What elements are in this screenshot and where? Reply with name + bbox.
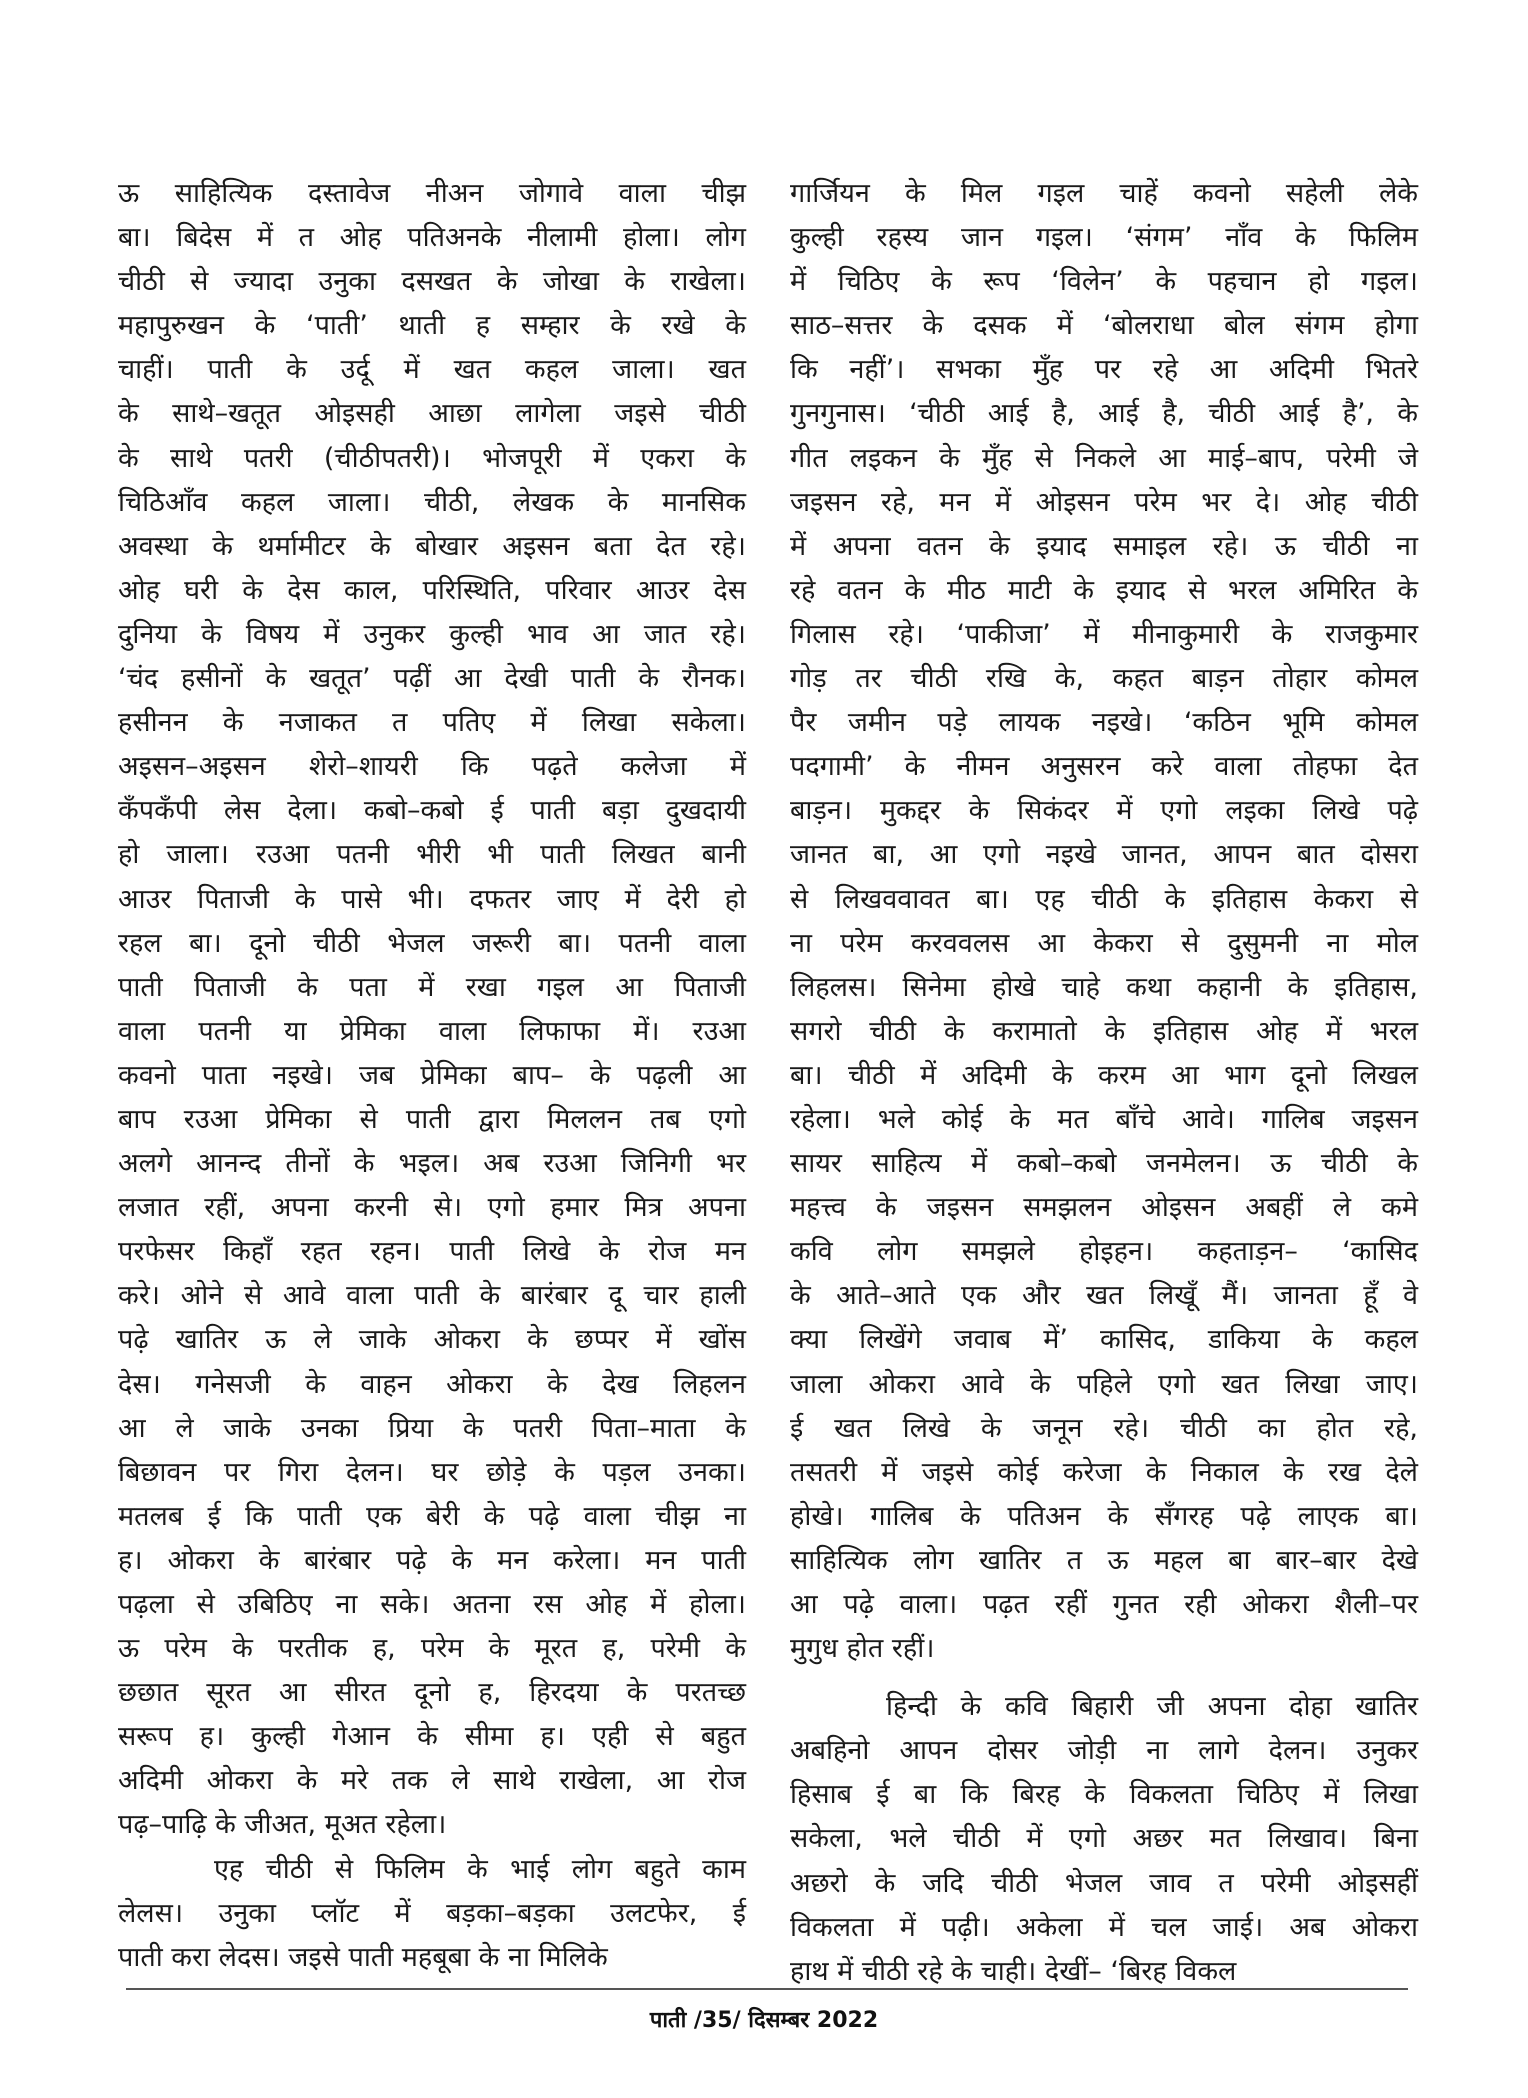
text-line: बाड़न। मुकद्दर के सिकंदर में एगो लइका लिखे पढ़े [790,795,1418,827]
text-line: विकलता में पढ़ी। अकेला में चल जाई। अब ओकरा [790,1911,1418,1943]
text-line: पैर जमीन पड़े लायक नइखे। ‘कठिन भूमि कोमल [790,707,1418,739]
text-line: रहल बा। दूनो चीठी भेजल जरूरी बा। पतनी वाला [118,927,746,959]
text-line: से लिखववावत बा। एह चीठी के इतिहास केकरा से [790,883,1418,915]
text-line: हो जाला। रउआ पतनी भीरी भी पाती लिखत बानी [118,839,746,871]
text-line: पढ़–पाढ़ि के जीअत, मूअत रहेला। [118,1809,447,1841]
text-line: कि नहीं’। सभका मुँह पर रहे आ अदिमी भितरे [790,354,1418,386]
text-line: पाती पिताजी के पता में रखा गइल आ पिताजी [118,971,746,1003]
text-line: अवस्था के थर्मामीटर के बोखार अइसन बता देत रहे। [118,530,746,562]
text-line: हिसाब ई बा कि बिरह के विकलता चिठिए में लिखा [790,1779,1418,1811]
text-line: कँपकँपी लेस देला। कबो–कबो ई पाती बड़ा दुखदायी [118,795,746,827]
text-line: मतलब ई कि पाती एक बेरी के पढ़े वाला चीझ ना [118,1500,746,1532]
text-line: लिहलस। सिनेमा होखे चाहे कथा कहानी के इतिहास, [790,971,1418,1003]
text-line: ‘चंद हसीनों के खतूत’ पढ़ीं आ देखी पाती के रौनक। [118,663,746,695]
text-line: आ पढ़े वाला। पढ़त रहीं गुनत रही ओकरा शैली–पर [790,1589,1418,1620]
right-column [790,172,1418,1994]
text-line: क्या लिखेंगे जवाब में’ कासिद, डाकिया के कहल [790,1324,1418,1356]
text-line: गार्जियन के मिल गइल चाहें कवनो सहेली लेके [790,178,1418,209]
text-line: ई खत लिखे के जनून रहे। चीठी का होत रहे, [790,1412,1418,1444]
text-line: रहेला। भले कोई के मत बाँचे आवे। गालिब जइसन [790,1103,1418,1135]
text-line: हाथ में चीठी रहे के चाही। देखीं– ‘बिरह विकल [790,1955,1237,1987]
text-line: गिलास रहे। ‘पाकीजा’ में मीनाकुमारी के राजकुमार [790,618,1418,650]
text-line: दुनिया के विषय में उनुकर कुल्ही भाव आ जात रहे। [118,618,746,650]
text-line: के साथे–खतूत ओइसही आछा लागेला जइसे चीठी [118,398,746,430]
text-line: ऊ परेम के परतीक ह, परेम के मूरत ह, परेमी के [118,1633,746,1665]
text-line: बा। चीठी में अदिमी के करम आ भाग दूनो लिखल [790,1059,1418,1091]
text-line: हसीनन के नजाकत त पतिए में लिखा सकेला। [118,707,746,739]
text-line: साठ–सत्तर के दसक में ‘बोलराधा बोल संगम होगा [790,310,1418,342]
text-line: साहित्यिक लोग खातिर त ऊ महल बा बार–बार देखे [790,1544,1418,1576]
text-line: कुल्ही रहस्य जान गइल। ‘संगम’ नाँव के फिलिम [790,222,1418,254]
text-line: के साथे पतरी (चीठीपतरी)। भोजपूरी में एकरा के [118,442,746,474]
text-line: सकेला, भले चीठी में एगो अछर मत लिखाव। बिना [790,1823,1418,1855]
text-line: में चिठिए के रूप ‘विलेन’ के पहचान हो गइल। [790,266,1418,298]
text-line: पदगामी’ के नीमन अनुसरन करे वाला तोहफा देत [790,751,1418,783]
text-line: मुगुध होत रहीं। [790,1633,935,1665]
text-line: वाला पतनी या प्रेमिका वाला लिफाफा में। रउआ [118,1015,746,1047]
text-line: रहे वतन के मीठ माटी के इयाद से भरल अमिरित के [790,574,1418,606]
text-line: चिठिआँव कहल जाला। चीठी, लेखक के मानसिक [118,486,746,518]
text-line: पढ़ला से उबिठिए ना सके। अतना रस ओह में होला। [118,1589,746,1620]
text-line: होखे। गालिब के पतिअन के सँगरह पढ़े लाएक बा। [790,1500,1418,1532]
text-line: गुनगुनास। ‘चीठी आई है, आई है, चीठी आई है’, के [790,398,1418,430]
text-line: सायर साहित्य में कबो–कबो जनमेलन। ऊ चीठी के [790,1148,1418,1180]
text-line: सगरो चीठी के करामातो के इतिहास ओह में भरल [790,1015,1418,1047]
text-line: में अपना वतन के इयाद समाइल रहे। ऊ चीठी ना [790,530,1418,562]
text-line: के आते–आते एक और खत लिखूँ मैं। जानता हूँ वे [790,1280,1418,1312]
page-footer: पाती /35/ दिसम्बर 2022 [649,2008,879,2033]
text-line: देस। गनेसजी के वाहन ओकरा के देख लिहलन [118,1368,746,1400]
text-line: करे। ओने से आवे वाला पाती के बारंबार दू चार हाली [118,1280,746,1312]
text-line: परफेसर किहाँ रहत रहन। पाती लिखे के रोज मन [118,1236,746,1268]
text-line: चाहीं। पाती के उर्दू में खत कहल जाला। खत [118,354,746,386]
text-line: आ ले जाके उनका प्रिया के पतरी पिता–माता के [118,1412,746,1444]
text-line: चीठी से ज्यादा उनुका दसखत के जोखा के राखेला। [118,266,746,298]
text-line: एह चीठी से फिलिम के भाई लोग बहुते काम [214,1853,746,1885]
text-line: महत्त्व के जइसन समझलन ओइसन अबहीं ले कमे [790,1192,1418,1224]
text-line: तसतरी में जइसे कोई करेजा के निकाल के रख देले [790,1456,1418,1488]
text-line: कवनो पाता नइखे। जब प्रेमिका बाप– के पढ़ली आ [118,1059,746,1091]
text-line: बाप रउआ प्रेमिका से पाती द्वारा मिललन तब एगो [118,1103,746,1135]
text-line: जाला ओकरा आवे के पहिले एगो खत लिखा जाए। [790,1368,1418,1400]
text-line: लजात रहीं, अपना करनी से। एगो हमार मित्र अपना [118,1192,746,1224]
text-line: बा। बिदेस में त ओह पतिअनके नीलामी होला। लोग [118,222,746,254]
text-line: महापुरुखन के ‘पाती’ थाती ह सम्हार के रखे के [118,310,746,342]
text-line: गोड़ तर चीठी रखि के, कहत बाड़न तोहार कोमल [790,663,1418,695]
text-line: ऊ साहित्यिक दस्तावेज नीअन जोगावे वाला चीझ [118,178,746,209]
text-line: पढ़े खातिर ऊ ले जाके ओकरा के छप्पर में खोंस [118,1324,746,1356]
text-line: ह। ओकरा के बारंबार पढ़े के मन करेला। मन पाती [118,1544,746,1576]
text-line: पाती करा लेदस। जइसे पाती महबूबा के ना मिलिके [118,1941,608,1973]
text-line: गीत लइकन के मुँह से निकले आ माई–बाप, परेमी जे [790,442,1418,474]
text-line: आउर पिताजी के पासे भी। दफतर जाए में देरी हो [118,883,746,915]
text-line: अइसन–अइसन शेरो–शायरी कि पढ़ते कलेजा में [118,751,746,783]
text-line: लेलस। उनुका प्लॉट में बड़का–बड़का उलटफेर, ई [118,1897,746,1929]
text-line: अछरो के जदि चीठी भेजल जाव त परेमी ओइसहीं [790,1867,1418,1899]
text-line: सरूप ह। कुल्ही गेआन के सीमा ह। एही से बहुत [118,1721,746,1753]
text-line: ओह घरी के देस काल, परिस्थिति, परिवार आउर देस [118,574,746,606]
text-line: अलगे आनन्द तीनों के भइल। अब रउआ जिनिगी भर [118,1148,746,1180]
left-column [118,172,746,1980]
text-line: छछात सूरत आ सीरत दूनो ह, हिरदया के परतच्छ [118,1677,746,1709]
footer-divider [126,1988,1408,1990]
text-line: कवि लोग समझले होइहन। कहताड़न– ‘कासिद [790,1236,1418,1268]
text-line: अदिमी ओकरा के मरे तक ले साथे राखेला, आ रोज [118,1765,746,1797]
text-line: जइसन रहे, मन में ओइसन परेम भर दे। ओह चीठी [790,486,1418,518]
text-line: अबहिनो आपन दोसर जोड़ी ना लागे देलन। उनुकर [790,1735,1418,1767]
text-line: जानत बा, आ एगो नइखे जानत, आपन बात दोसरा [790,839,1418,871]
text-line: ना परेम करववलस आ केकरा से दुसुमनी ना मोल [790,927,1418,959]
paragraph-spacer [790,1671,1418,1685]
text-line: बिछावन पर गिरा देलन। घर छोड़े के पड़ल उनका। [118,1456,746,1488]
text-line: हिन्दी के कवि बिहारी जी अपना दोहा खातिर [886,1691,1418,1723]
